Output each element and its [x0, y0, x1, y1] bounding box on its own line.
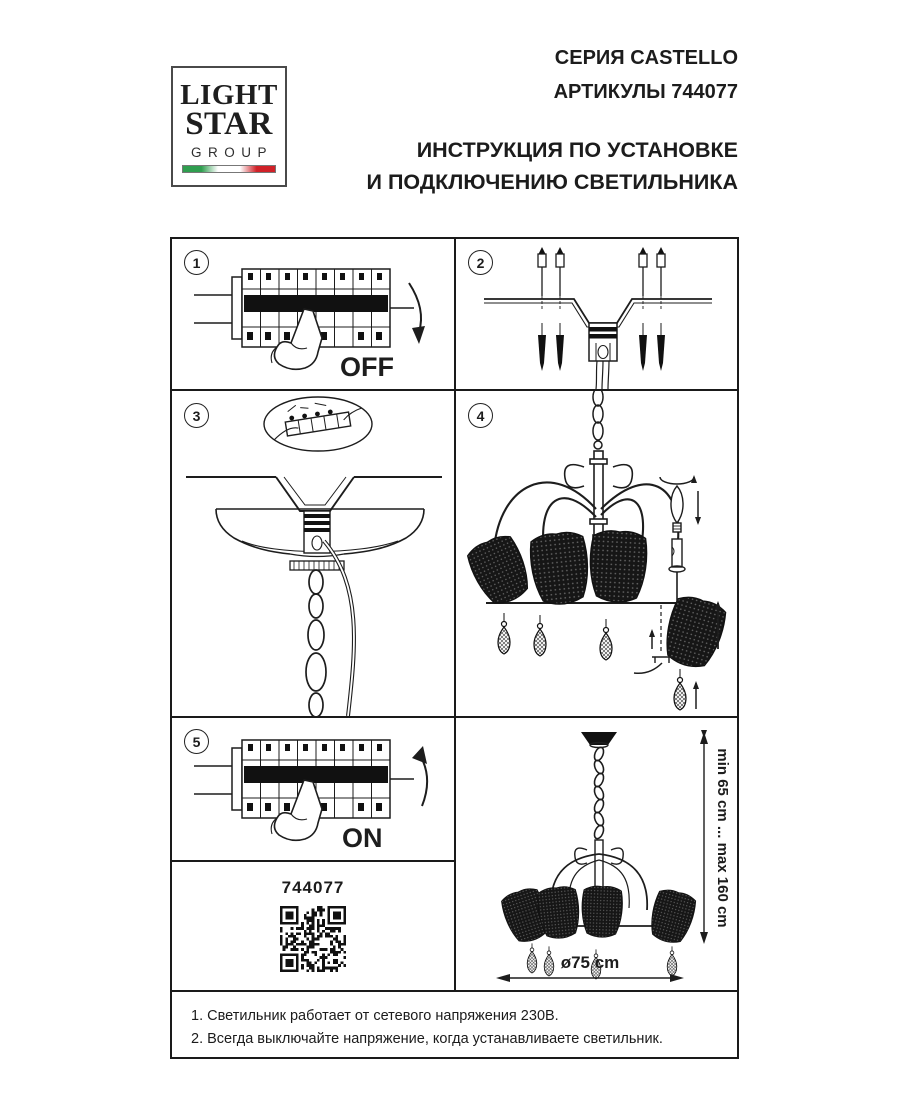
- collar-nut-drawing: [290, 561, 344, 570]
- candle-bulb-drawing: [660, 477, 698, 603]
- chandelier-dimensions-drawing: [456, 718, 737, 990]
- step-3-number: 3: [192, 407, 201, 424]
- qr-code: [280, 906, 346, 972]
- note-line-1: 1. Светильник работает от сетевого напряжения 230В.: [191, 1008, 559, 1024]
- on-label: ON: [342, 823, 383, 853]
- step-2-number: 2: [476, 254, 485, 271]
- qr-cell: [172, 862, 454, 990]
- step-1-number: 1: [192, 254, 201, 271]
- height-range-label: min 65 cm ... max 160 cm: [714, 748, 731, 928]
- crystal-drops-drawing: [498, 613, 686, 710]
- diameter-dimension: [496, 953, 684, 982]
- instruction-title-line2: И ПОДКЛЮЧЕНИЮ СВЕТИЛЬНИКА: [366, 170, 738, 194]
- step-4-chandelier-assembly-drawing: [456, 391, 737, 716]
- step-5-breaker-on-drawing: [172, 718, 454, 860]
- arrow-down-icon: [409, 283, 425, 344]
- terminal-block-callout: [264, 395, 372, 451]
- logo-word-light: LIGHT: [180, 79, 278, 112]
- italian-flag-bar: [182, 165, 276, 173]
- lightstar-logo: [171, 66, 287, 187]
- suspension-cylinder-drawing: [589, 323, 617, 389]
- mesh-shades-drawing: [499, 885, 698, 946]
- step-1-breaker-off-drawing: [172, 239, 454, 389]
- step-5-number: 5: [192, 733, 201, 750]
- article-number: АРТИКУЛЫ 744077: [553, 81, 738, 103]
- diameter-label: ø75 cm: [560, 953, 620, 972]
- chain-top-drawing: [593, 391, 603, 449]
- screws-drawing: [538, 247, 665, 311]
- off-label: OFF: [340, 352, 394, 382]
- series-title: СЕРИЯ CASTELLO: [554, 47, 738, 69]
- instruction-title-line1: ИНСТРУКЦИЯ ПО УСТАНОВКЕ: [416, 138, 738, 162]
- logo-word-group: GROUP: [190, 144, 273, 160]
- header-block: [367, 48, 738, 195]
- qr-article-label: 744077: [281, 878, 345, 897]
- note-line-2: 2. Всегда выключайте напряжение, когда устанавливаете светильник.: [191, 1031, 663, 1048]
- step-4-number: 4: [476, 407, 485, 424]
- step-3-canopy-drawing: [172, 391, 454, 716]
- logo-word-star: STAR: [185, 106, 273, 143]
- height-dimension: [700, 732, 731, 944]
- step-2-bracket-drawing: [456, 239, 737, 389]
- arrow-up-icon: [412, 746, 427, 806]
- ceiling-bracket-drawing: [186, 477, 442, 511]
- footnotes: [172, 992, 751, 1069]
